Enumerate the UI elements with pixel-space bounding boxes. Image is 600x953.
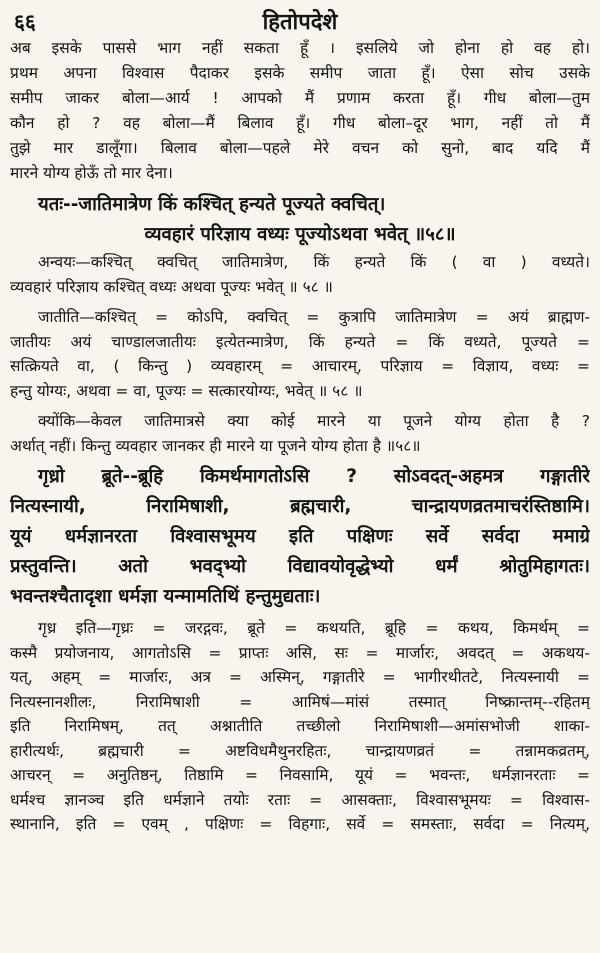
text-line: हन्तु योग्यः, अथवा = वा, पूज्यः = सत्कारयोग्यः, भवेत् ॥ ५८ ॥ [10,381,363,400]
anvaya-block [10,250,590,275]
sanskrit-line: प्रस्तुवन्ति। अतो भवद्भ्यो विद्यावयोवृद्धेभ्यो धर्मं श्रोतुमिहागतः। [10,556,590,577]
text-line: समीप जाकर बोला—आर्य ! आपको मैं प्रणाम करता हूँ। गीध बोला—तुम [10,89,590,107]
sloka-line: व्यवहारं परिज्ञाय वध्यः पूज्योऽथवा भवेत् ॥५८॥ [144,224,456,245]
text-line: मारने योग्य होऊँ तो मार देना। [10,164,173,182]
text-line: अब इसके पाससे भाग नहीं सकता हूँ । इसलिये जो होना हो वह हो। [10,39,590,57]
text-line: कौन हो ? वह बोला—मैं बिलाव हूँ। गीध बोला–दूर भाग, नहीं तो मैं [10,114,590,132]
text-line: इति निरामिषम्, तत् अश्नातीति तच्छीलो निरामिषाशी—अमांसभोजी शाका- [10,717,590,735]
sanskrit-line: नित्यस्नायी, निरामिषाशी, ब्रह्मचारी, चान्द्रायणव्रतमाचरंस्तिष्ठामि। [10,496,590,517]
text-line: गृध्र इति—गृध्रः = जरद्गवः, ब्रूते = कथयति, ब्रूहि = कथय, किमर्थम् = [38,619,590,637]
text-line: यत्, अहम् = मार्जारः, अत्र = अस्मिन्, गङ्गातीरे = भागीरथीतटे, नित्यस्नायी = [10,668,590,686]
text-line: अन्वयः—कश्चित् क्वचित् जातिमात्रेण, किं हन्यते किं ( वा ) वध्यते। [38,253,590,271]
text-line: धर्मश्च ज्ञानञ्च इति धर्मज्ञाने तयोः रताः = आसक्ताः, विश्वासभूमयः = विश्वास- [10,790,590,809]
sanskrit-prose [10,462,590,612]
text-line: जातीयः अयं चाण्डालजातीयः इत्येतन्मात्रेण, किं हन्यते = किं वध्यते, पूज्यते = [10,332,590,351]
commentary-gridhra [10,616,590,837]
text-line: प्रथम अपना विश्वास पैदाकर इसके समीप जाता हूँ। ऐसा सोच उसके [10,64,590,82]
text-line: जातीति—कश्चित् = कोऽपि, क्वचित् = कुत्रापि जातिमात्रेण = अयं ब्राह्मण- [38,308,590,326]
text-line: स्थानानि, इति = एवम् , पक्षिणः = विहगाः, सर्वे = समस्ताः, सर्वदा = नित्यम्, [10,815,590,833]
page-title: हितोपदेशे [262,10,338,35]
translation-58 [10,409,590,458]
text-line: अर्थात् नहीं। किन्तु व्यवहार जानकर ही मारने या पूजने योग्य होता है ॥५८॥ [10,436,421,455]
page-number: ६६ [14,10,36,34]
sanskrit-line: भवन्तश्चैतादृशा धर्मज्ञा यन्मामतिथिं हन्तुमुद्यताः। [10,586,321,607]
text-line: नित्यस्नानशीलः, निरामिषाशी = आमिषं—मांसं तस्मात् निष्क्रान्तम्--रहितम् [10,692,590,711]
text-line: कस्मै प्रयोजनाय, आगतोऽसि = प्राप्तः असि, सः = मार्जारः, अवदत् = अकथय- [10,643,590,662]
sanskrit-line: गृध्रो ब्रूते--ब्रूहि किमर्थमागतोऽसि ? सोऽवदत्-अहमत्र गङ्गातीरे [38,466,590,487]
text-line: हारीत्यर्थः, ब्रह्मचारी = अष्टविधमैथुनरहितः, चान्द्रायणव्रतं = तन्नामकव्रतम्, [10,741,590,760]
sloka-line: यतः--जातिमात्रेण किं कश्चित् हन्यते पूज्यते क्वचित्। [38,194,386,215]
text-line: व्यवहारं परिज्ञाय कश्चित् वध्यः अथवा पूज्यः भवेत् ॥ ५८ ॥ [10,277,333,296]
commentary-jatiti [10,305,590,403]
anvaya-continuation [10,275,590,300]
sloka-58 [10,190,590,250]
page-header [10,6,590,36]
text-line: सत्क्रियते वा, ( किन्तु ) व्यवहारम् = आचारम्, परिज्ञाय = विज्ञाय, वध्यः = [10,357,590,375]
text-line: क्योंकि—केवल जातिमात्रसे क्या कोई मारने या पूजने योग्य होता है ? [38,412,590,430]
sanskrit-line: यूयं धर्मज्ञानरता विश्वासभूमय इति पक्षिणः सर्वे सर्वदा ममाग्रे [10,526,590,547]
text-line: आचरन् = अनुतिष्ठन्, तिष्ठामि = निवसामि, यूयं = भवन्तः, धर्मज्ञानरताः = [10,766,590,784]
text-line: तुझे मार डालूँगा। बिलाव बोला—पहले मेरे वचन को सुनो, बाद यदि मैं [10,139,590,157]
hindi-paragraph [10,36,590,186]
